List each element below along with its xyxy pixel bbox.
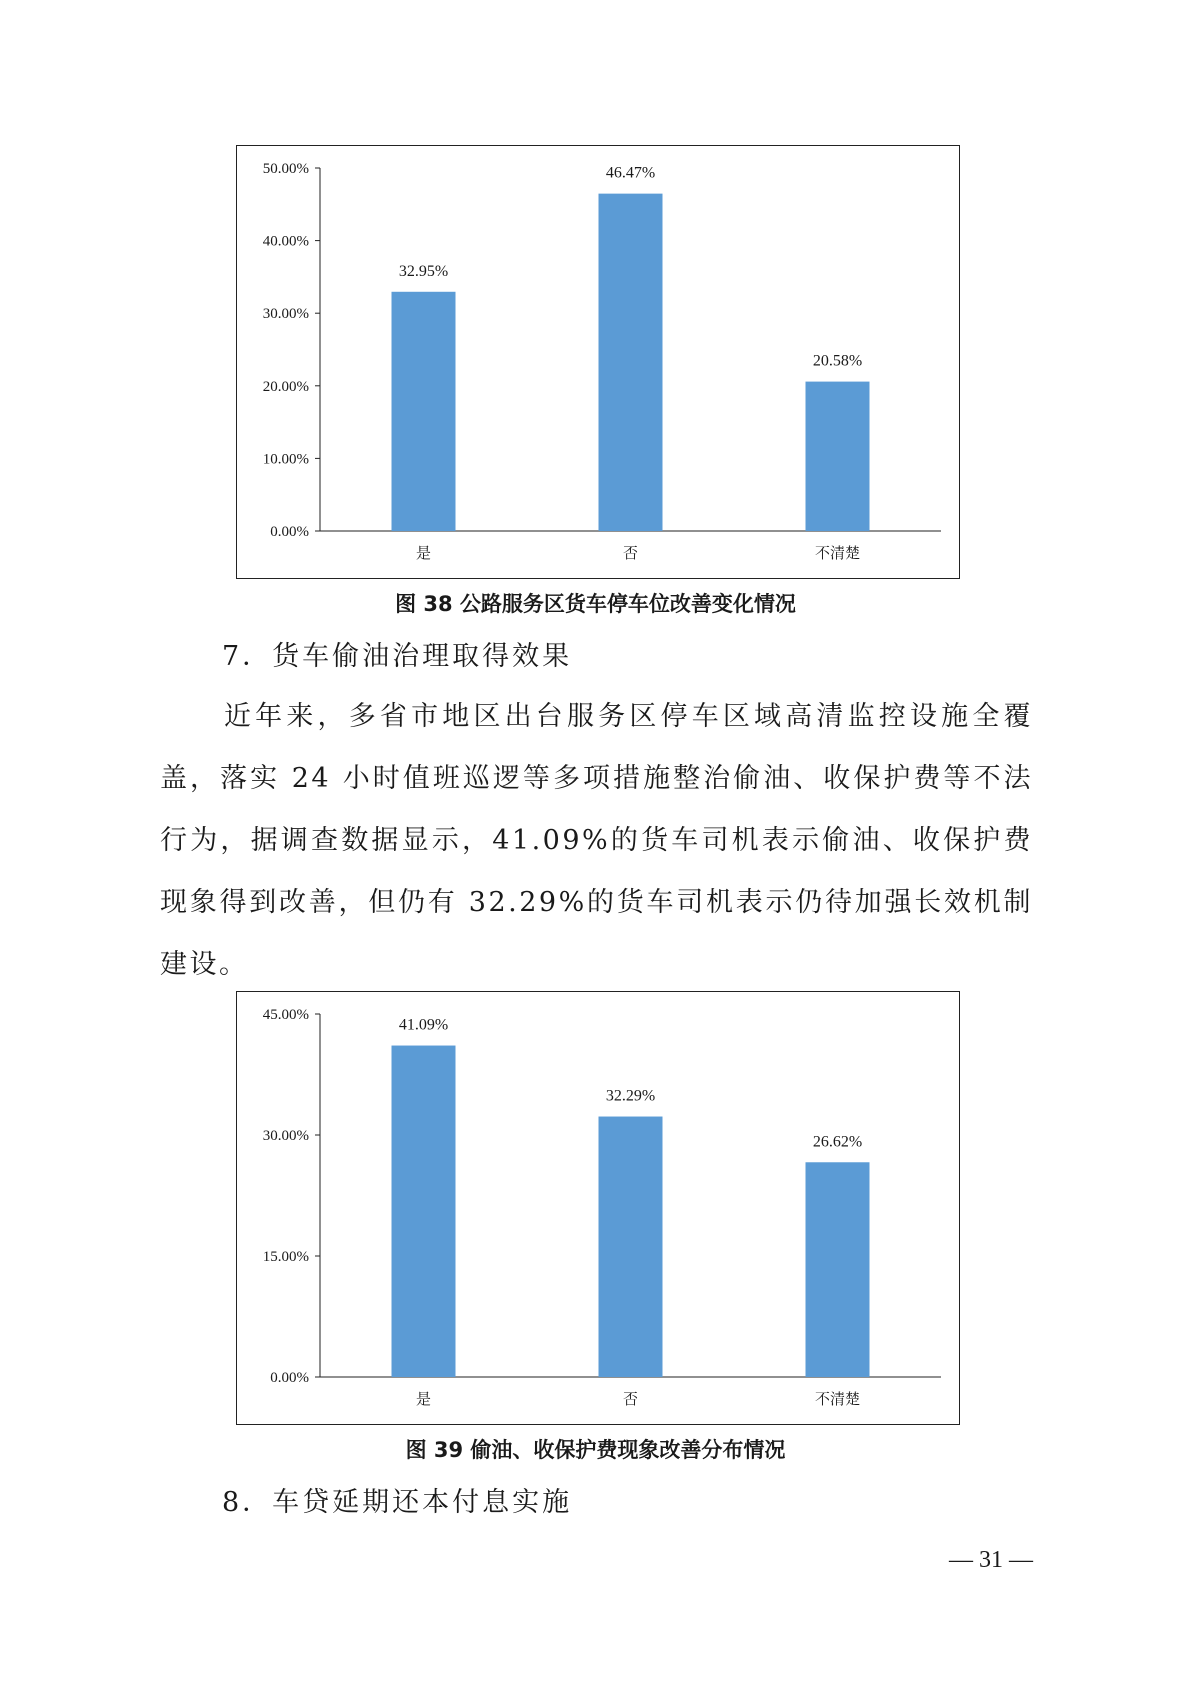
y-tick-label: 15.00% — [262, 1249, 309, 1265]
x-tick-label: 不清楚 — [814, 1390, 861, 1408]
x-tick-label: 不清楚 — [814, 544, 861, 562]
bar-chart-fig39 — [237, 992, 961, 1426]
x-tick-label: 否 — [622, 1390, 639, 1408]
y-tick-label: 0.00% — [270, 1370, 309, 1386]
bar — [392, 292, 456, 531]
x-tick-label: 否 — [622, 544, 639, 562]
figure-caption-39: 图 39 偷油、收保护费现象改善分布情况 — [405, 1438, 786, 1462]
y-tick-label: 10.00% — [262, 451, 309, 468]
data-label: 26.62% — [812, 1133, 863, 1151]
chart-fig39 — [236, 991, 960, 1425]
y-tick-label: 30.00% — [262, 1128, 309, 1144]
figure-caption-38: 图 38 公路服务区货车停车位改善变化情况 — [395, 592, 796, 616]
x-tick-label: 是 — [415, 544, 432, 562]
x-tick-label: 是 — [415, 1390, 432, 1408]
y-tick-label: 20.00% — [262, 378, 309, 395]
section-heading-8: 8．车贷延期还本付息实施 — [222, 1487, 573, 1518]
bar — [599, 194, 663, 531]
data-label: 32.29% — [605, 1087, 656, 1105]
bar — [599, 1117, 663, 1377]
bar — [806, 1162, 870, 1377]
chart-fig38 — [236, 145, 960, 579]
bar — [806, 382, 870, 531]
data-label: 41.09% — [398, 1016, 449, 1034]
page-number: — 31 — — [949, 1547, 1033, 1573]
y-tick-label: 0.00% — [270, 524, 309, 540]
y-tick-label: 40.00% — [262, 233, 309, 250]
data-label: 46.47% — [605, 164, 656, 182]
bar — [392, 1046, 456, 1377]
bar-chart-fig38 — [237, 146, 961, 580]
section-heading-7: 7．货车偷油治理取得效果 — [222, 641, 573, 672]
y-tick-label: 50.00% — [262, 161, 309, 177]
body-paragraph: 近年来，多省市地区出台服务区停车区域高清监控设施全覆盖，落实 24 小时值班巡逻等多项措施整治偷油、收保护费等不法行为，据调查数据显示，41.09%的货车司机表示偷油、收保护费现象得到改善，但仍有 32.29%的货车司机表示仍待加强长效机制建设。 — [160, 701, 1033, 980]
y-tick-label: 45.00% — [262, 1007, 309, 1023]
data-label: 32.95% — [398, 262, 449, 280]
y-tick-label: 30.00% — [262, 306, 309, 323]
data-label: 20.58% — [812, 352, 863, 370]
